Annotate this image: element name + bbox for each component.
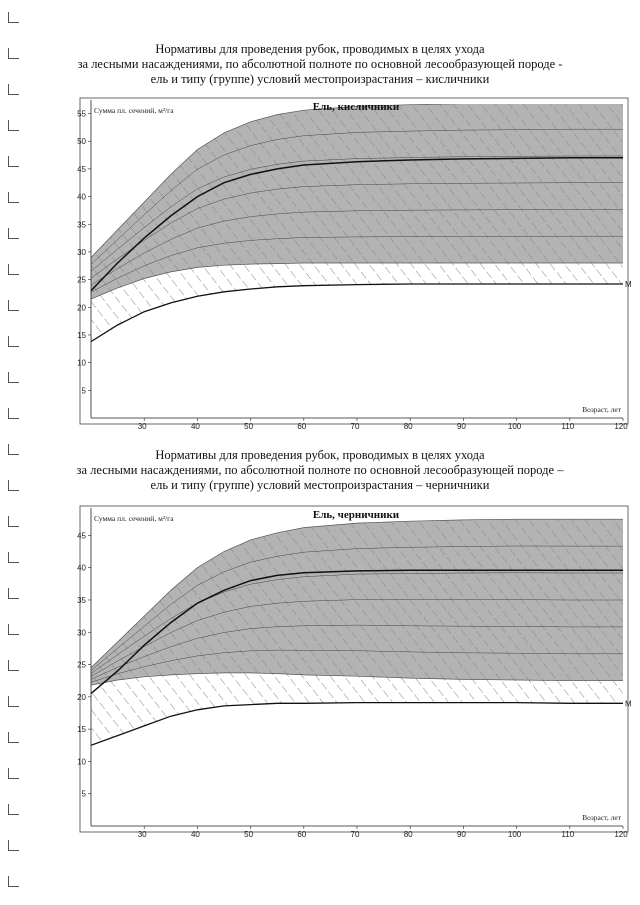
heading-line: за лесными насаждениями, по абсолютной полноте по основной лесообразующей породе - — [77, 57, 563, 71]
heading-chernichniki — [0, 448, 640, 493]
y-tick-label: 35 — [77, 220, 86, 230]
y-tick-label: 50 — [77, 137, 86, 147]
x-tick-label: 80 — [403, 830, 413, 839]
y-tick-label: 30 — [77, 628, 86, 638]
y-tick-label: 45 — [77, 531, 86, 541]
hatched-band — [91, 673, 623, 745]
x-tick-label: 30 — [137, 422, 147, 431]
y-tick-label: 40 — [77, 563, 86, 573]
y-tick-label: 10 — [77, 358, 86, 368]
x-tick-label: 40 — [190, 830, 200, 839]
x-tick-label: 90 — [456, 830, 466, 839]
heading-line: ель и типу (группе) условий местопроизрастания – черничники — [150, 478, 490, 492]
heading-line: Нормативы для проведения рубок, проводимых в целях ухода — [155, 448, 485, 462]
x-tick-label: 80 — [403, 422, 413, 431]
x-tick-label: 100 — [507, 422, 522, 431]
x-tick-label: 120 — [614, 830, 628, 839]
x-tick-label: 70 — [350, 830, 360, 839]
x-axis-label: Возраст, лет — [582, 405, 621, 414]
series-minimum-label: М — [625, 280, 632, 290]
heading-kislichniki — [0, 42, 640, 87]
y-tick-label: 45 — [77, 164, 86, 174]
heading-line: за лесными насаждениями, по абсолютной полноте по основной лесообразующей породе – — [76, 463, 564, 477]
chart-chernichniki — [0, 504, 640, 844]
shaded-band-hatch — [91, 519, 623, 685]
y-axis-label: Сумма пл. сечений, м²/га — [94, 514, 174, 523]
chart-title: Ель, черничники — [312, 509, 400, 521]
y-tick-label: 30 — [77, 247, 86, 257]
y-tick-label: 40 — [77, 192, 86, 202]
x-tick-label: 40 — [190, 422, 200, 431]
chart-title: Ель, кисличники — [312, 101, 400, 113]
y-tick-label: 25 — [77, 660, 86, 670]
y-tick-label: 20 — [77, 692, 86, 702]
x-tick-label: 110 — [561, 830, 575, 839]
x-tick-label: 100 — [507, 830, 522, 839]
series-minimum-label: М — [625, 699, 632, 709]
y-tick-label: 15 — [77, 725, 86, 735]
x-tick-label: 110 — [561, 422, 575, 431]
x-axis-label: Возраст, лет — [582, 813, 621, 822]
y-tick-label: 35 — [77, 595, 86, 605]
x-tick-label: 50 — [244, 422, 254, 431]
binder-mark — [8, 876, 19, 887]
binder-mark — [8, 12, 19, 23]
x-tick-label: 30 — [137, 830, 147, 839]
chart-kislichniki — [0, 96, 640, 436]
heading-line: ель и типу (группе) условий местопроизрастания – кисличники — [150, 72, 490, 86]
x-tick-label: 50 — [244, 830, 254, 839]
x-tick-label: 120 — [614, 422, 628, 431]
y-tick-label: 20 — [77, 303, 86, 313]
y-tick-label: 55 — [77, 109, 86, 119]
x-tick-label: 90 — [456, 422, 466, 431]
x-tick-label: 70 — [350, 422, 360, 431]
heading-line: Нормативы для проведения рубок, проводимых в целях ухода — [155, 42, 485, 56]
x-tick-label: 60 — [297, 830, 307, 839]
y-tick-label: 5 — [81, 386, 86, 396]
y-tick-label: 25 — [77, 275, 86, 285]
y-tick-label: 5 — [81, 789, 86, 799]
y-tick-label: 10 — [77, 757, 86, 767]
x-tick-label: 60 — [297, 422, 307, 431]
y-axis-label: Сумма пл. сечений, м²/га — [94, 106, 174, 115]
y-tick-label: 15 — [77, 330, 86, 340]
